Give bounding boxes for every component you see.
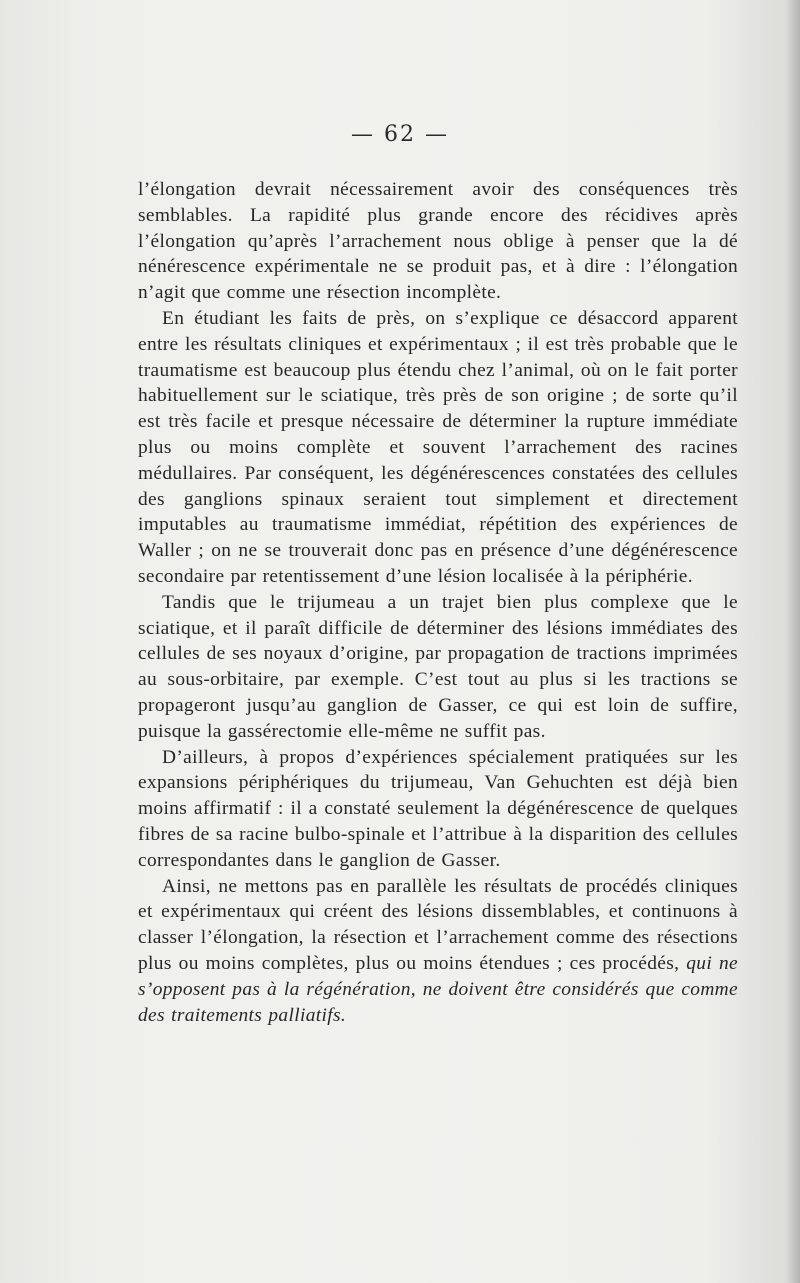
paragraph-5-italic: qui ne s’opposent pas à la régénération, ne doivent être considérés que comme des traitements palliatifs.: [138, 952, 738, 1026]
paragraph-5: [138, 874, 738, 1029]
paragraph-2: En étudiant les faits de près, on s’explique ce désaccord apparent entre les résultats cliniques et expérimentaux ; il est très probable que le traumatisme est beaucoup plus étendu chez l’animal, où on le fait porter habituellement sur le sciatique, très près de son origine ; de sorte qu’il est très facile et presque nécessaire de déterminer la rupture immédiate plus ou moins complète et souvent l’arrachement des racines médullaires. Par conséquent, les dégénérescences constatées des cellules des ganglions spinaux seraient tout simplement et directement imputables au traumatisme immédiat, répétition des expériences de Waller ; on ne se trouverait donc pas en présence d’une dégénérescence secondaire par retentissement d’une lésion localisée à la périphérie.: [138, 307, 738, 587]
page-number: — 62 —: [351, 122, 449, 147]
paragraph-4: D’ailleurs, à propos d’expériences spécialement pratiquées sur les expansions périphériques du trijumeau, Van Gehuchten est déjà bien moins affirmatif : il a constaté seulement la dégénérescence de quelques fibres de sa racine bulbo-spinale et l’attribue à la disparition des cellules correspondantes dans le ganglion de Gasser.: [138, 746, 738, 871]
page-edge-shadow: [786, 0, 800, 1283]
paragraph-3: Tandis que le trijumeau a un trajet bien plus complexe que le sciatique, et il paraît difficile de déterminer des lésions immédiates des cellules de ses noyaux d’origine, par propagation de tractions imprimées au sous-orbitaire, par exemple. C’est tout au plus si les tractions se propageront jusqu’au ganglion de Gasser, ce qui est loin de suffire, puisque la gassérectomie elle-même ne suffit pas.: [138, 591, 738, 742]
paragraph-5-roman: Ainsi, ne mettons pas en parallèle les résultats de procédés cliniques et expérimentaux qui créent des lésions dissemblables, et continuons à classer l’élongation, la résection et l’arrachement comme des résections plus ou moins complètes, plus ou moins étendues ; ces procédés,: [138, 875, 738, 974]
paragraph-1: l’élongation devrait nécessairement avoir des conséquences très semblables. La rapidité plus grande encore des récidives après l’élongation qu’après l’arrachement nous oblige à penser que la dé nénérescence expérimentale ne se produit pas, et à dire : l’élongation n’agit que comme une résection incomplète.: [138, 179, 738, 304]
body-text: [138, 177, 738, 1028]
